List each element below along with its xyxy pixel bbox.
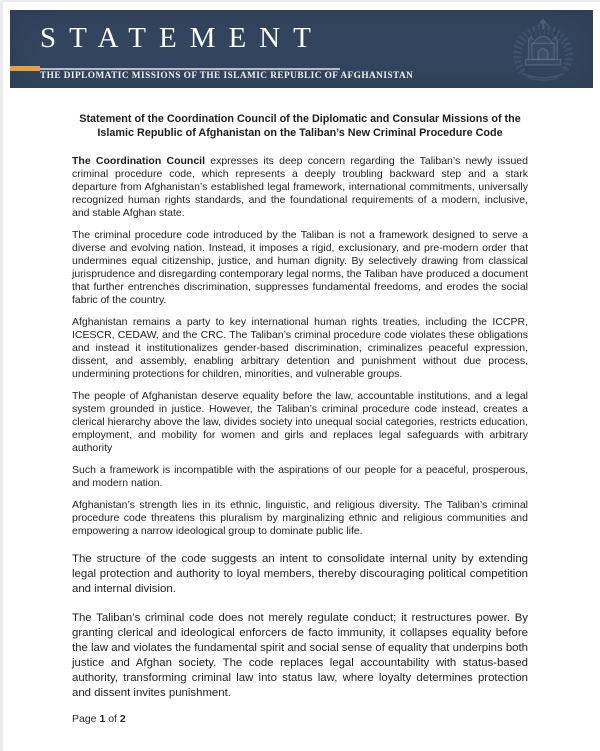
paragraph-6: Afghanistan’s strength lies in its ethnic, linguistic, and religious diversity. The Taliban’s criminal procedure code threatens this pluralism by marginalizing ethnic and religious communities and empowering a narrow ideological group to dominate public life. [72,499,528,537]
document-title: Statement of the Coordination Council of the Diplomatic and Consular Missions of the Islamic Republic of Afghanistan on the Taliban’s New Criminal Procedure Code [79,113,521,139]
current-page-number: 1 [99,713,106,725]
paragraph-7: The structure of the code suggests an intent to consolidate internal unity by extending legal protection and authority to loyal members, thereby discouraging political competition and internal division. [72,553,528,595]
paragraph-1 [72,155,528,220]
paragraph-1-lead: The Coordination Council [72,155,205,167]
banner-underline [40,68,340,70]
of-word: of [108,713,117,725]
statement-banner [10,10,593,88]
page-word: Page [72,713,97,725]
banner-title: STATEMENT [40,22,324,54]
page-number-footer [72,713,126,725]
paragraph-8: The Taliban’s criminal code does not merely regulate conduct; it restructures power. By granting clerical and ideological enforcers de facto immunity, it collapses equality before the law and violates the fundamental spirit and social sense of equality that underpins both justice and Afghan society. The code replaces legal accountability with status-based authority, transforming criminal law into status law, where loyalty determines protection and dissent invites punishment. [72,612,528,699]
paragraph-1-text: expresses its deep concern regarding the Taliban’s newly issued criminal procedure code, which represents a deeply troubling backward step and a stark departure from Afghanistan’s established legal framework, international commitments, universally recognized human rights standards, and the foundational requirements of a modern, inclusive, and stable Afghan state. [72,155,528,219]
banner-subtitle: THE DIPLOMATIC MISSIONS OF THE ISLAMIC REPUBLIC OF AFGHANISTAN [40,71,414,81]
total-page-number: 2 [119,713,126,725]
gold-accent-bar [10,66,40,71]
paragraph-3: Afghanistan remains a party to key international human rights treaties, including the ICCPR, ICESCR, CEDAW, and the CRC. The Taliban’s criminal procedure code violates these obligations and instead it institutionalizes gender-based discrimination, criminalizes peaceful expression, dissent, and assembly, enabling arbitrary detention and punishment without due process, undermining protections for children, minorities, and vulnerable groups. [72,316,528,380]
scan-edge-left [0,0,3,751]
document-body [72,88,528,712]
scan-edge-top [0,0,600,2]
afghanistan-emblem-icon [501,13,585,85]
paragraph-5: Such a framework is incompatible with the aspirations of our people for a peaceful, prosperous, and modern nation. [72,464,528,489]
paragraph-4: The people of Afghanistan deserve equality before the law, accountable institutions, and a legal system grounded in justice. However, the Taliban’s criminal procedure code instead, creates a clerical hierarchy above the law, divides society into unequal social categories, restricts education, employment, and mobility for women and girls and replaces legal safeguards with arbitrary authority [72,390,528,454]
paragraph-2: The criminal procedure code introduced by the Taliban is not a framework designed to serve a diverse and evolving nation. Instead, it imposes a rigid, exclusionary, and pre-modern order that undermines equal citizenship, justice, and human dignity. By selectively drawing from classical jurisprudence and disregarding contemporary legal norms, the Taliban have produced a document that further entrenches discrimination, suppresses fundamental freedoms, and erodes the social fabric of the country. [72,229,528,306]
